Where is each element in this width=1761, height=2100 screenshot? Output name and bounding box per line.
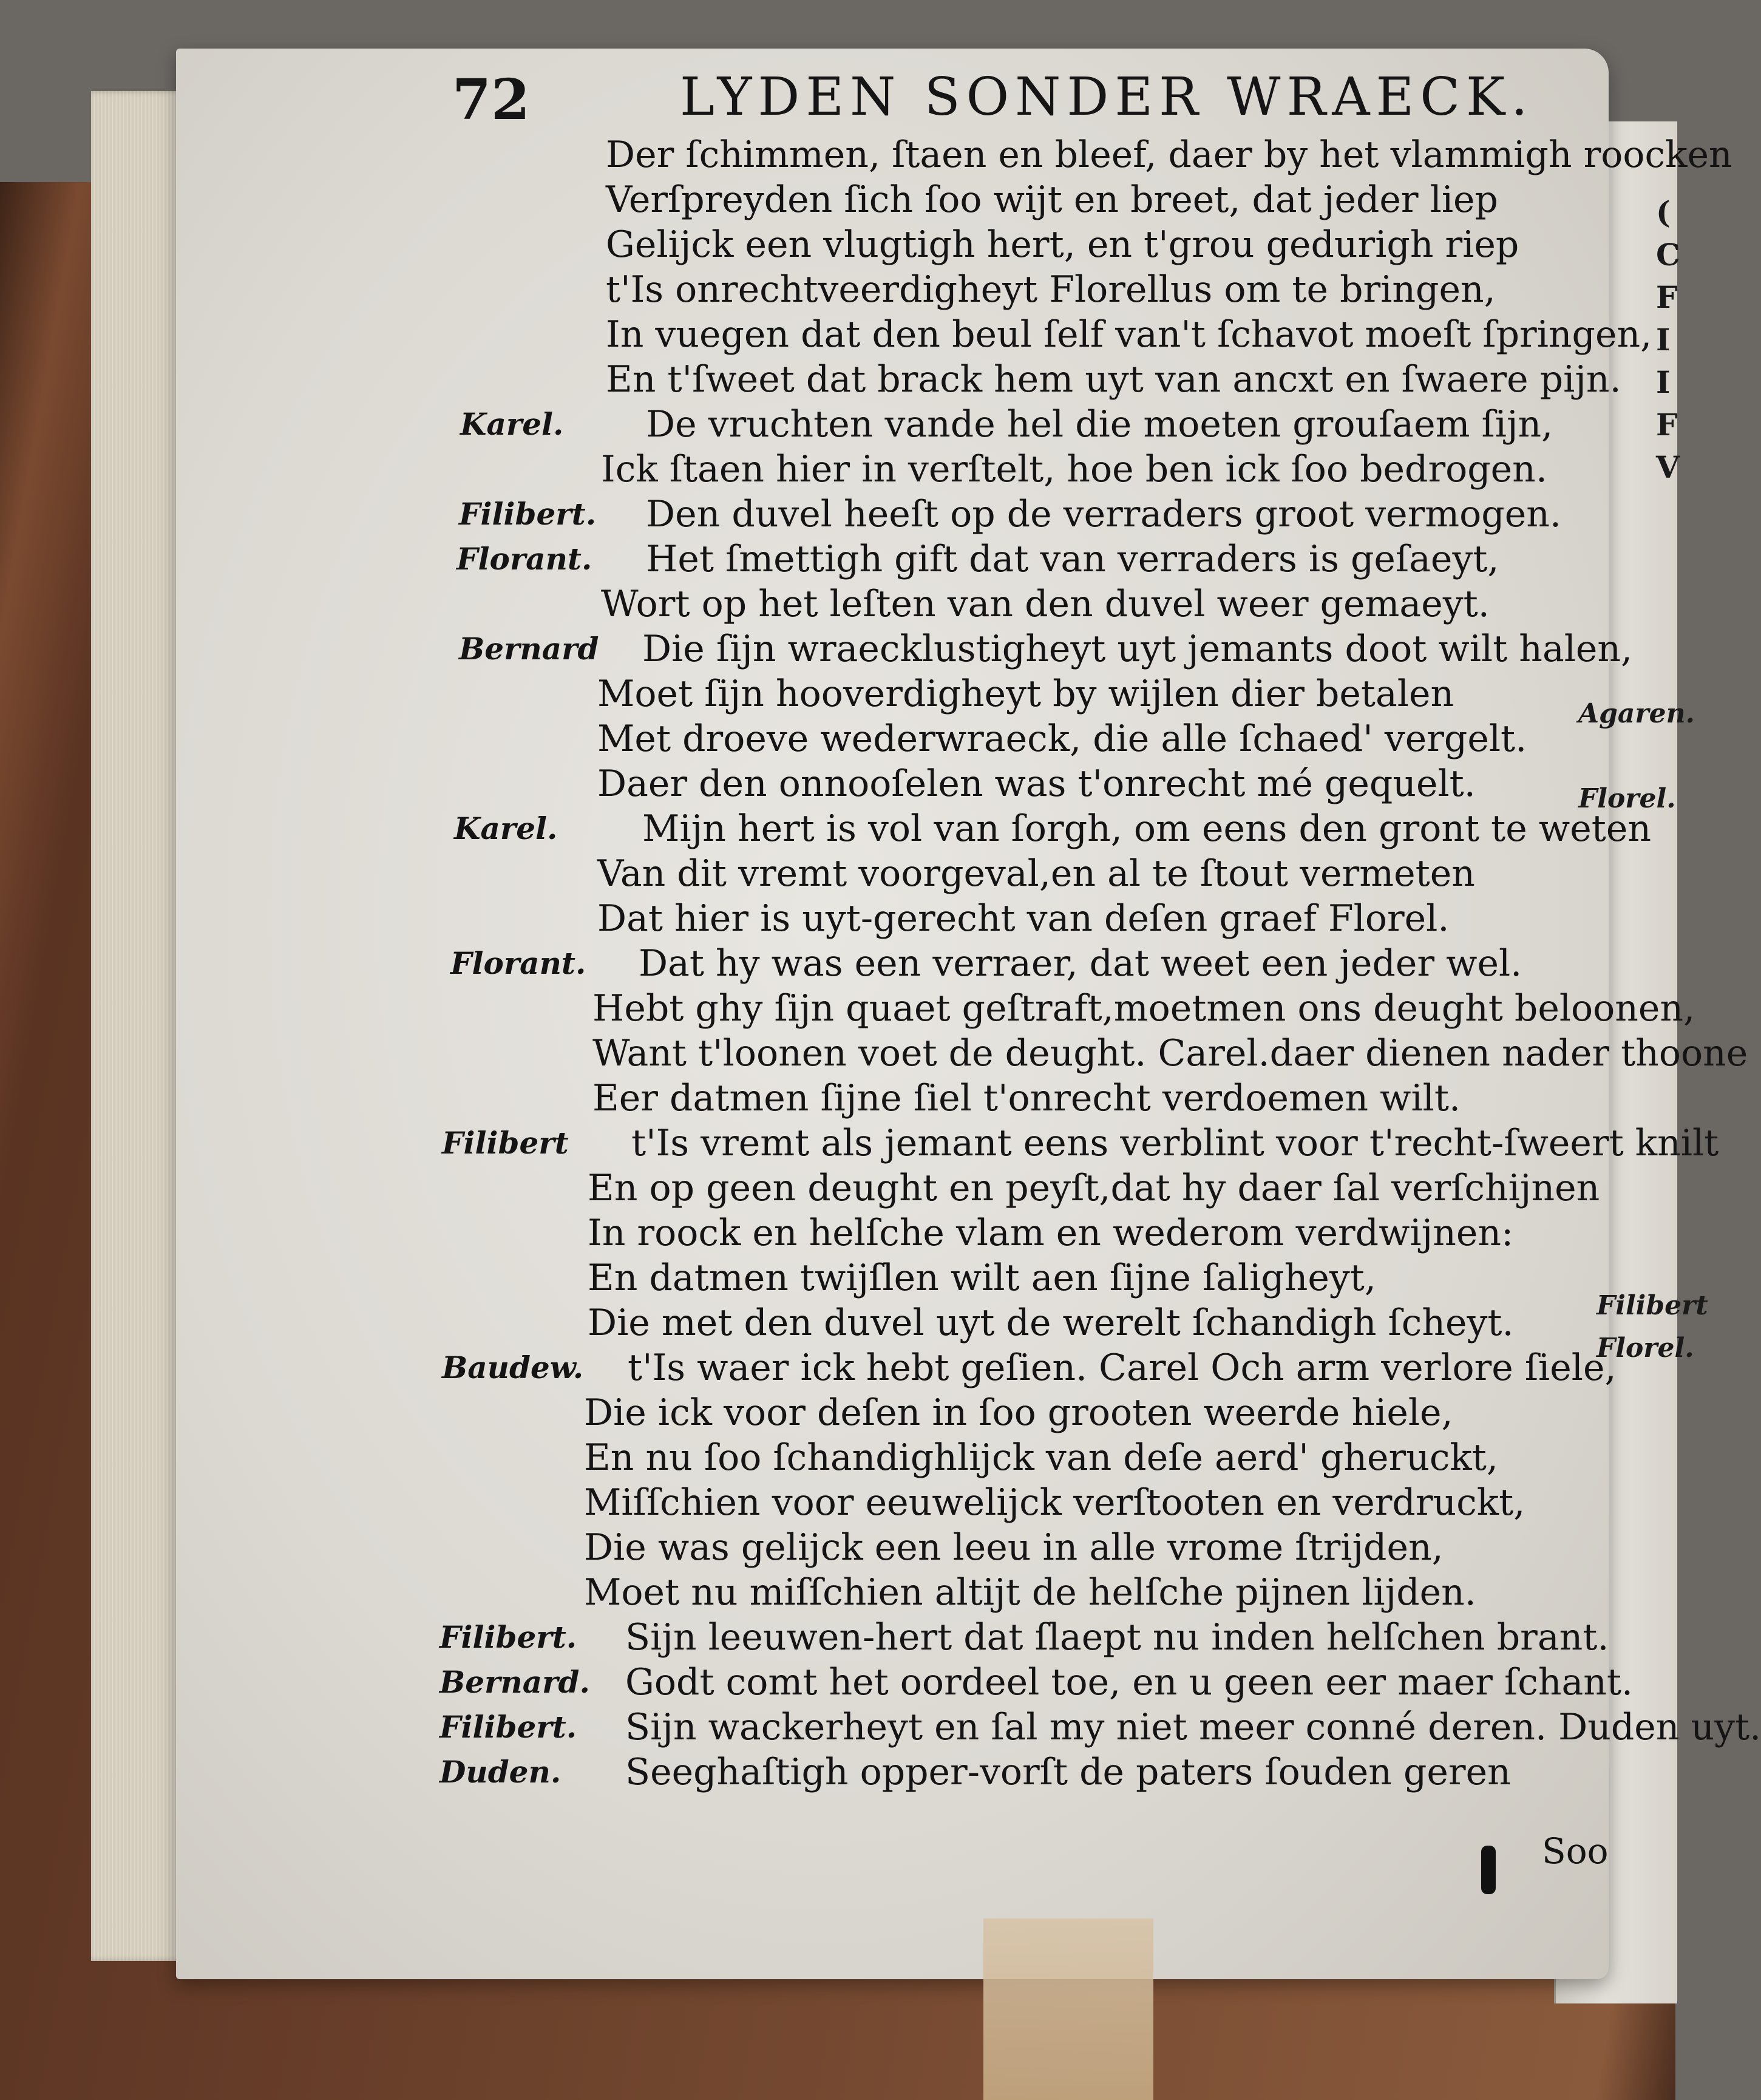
speaker-name: Filibert.: [439, 1619, 577, 1655]
text-line: En nu ſoo ſchandighlijck van deſe aerd' gheruckt,: [584, 1436, 1498, 1479]
speaker-name: Karel.: [454, 810, 558, 846]
text-line: Godt comt het oordeel toe, en u geen eer maer ſchant.: [625, 1661, 1634, 1704]
text-line: Want t'loonen voet de deught. Carel.daer dienen nader thoone: [592, 1032, 1748, 1075]
speaker-name: Baudew.: [442, 1350, 584, 1385]
text-line: Met droeve wederwraeck, die alle ſchaed' vergelt.: [597, 718, 1527, 760]
speaker-name: Filibert: [442, 1125, 569, 1161]
speaker-name: Filibert.: [459, 496, 597, 532]
margin-note: Filibert: [1596, 1290, 1708, 1321]
facing-page-letter: I: [1656, 364, 1671, 400]
text-line: Van dit vremt voorgeval,en al te ſtout vermeten: [597, 852, 1475, 895]
speaker-name: Bernard: [459, 631, 599, 667]
text-line: Daer den onnooſelen was t'onrecht mé gequelt.: [597, 763, 1476, 805]
text-line: t'Is vremt als jemant eens verblint voor t'recht-ſweert knilt: [631, 1122, 1719, 1164]
speaker-name: Karel.: [460, 406, 564, 442]
page-number: 72: [452, 67, 531, 132]
speaker-name: Florant.: [450, 945, 586, 981]
text-line: Miſſchien voor eeuwelijck verſtooten en verdruckt,: [584, 1481, 1525, 1524]
margin-note: Agaren.: [1578, 698, 1695, 729]
text-line: Mijn hert is vol van ſorgh, om eens den gront te weten: [642, 807, 1651, 850]
text-line: Die met den duvel uyt de werelt ſchandigh ſcheyt.: [588, 1302, 1514, 1344]
ink-mark: [1481, 1846, 1496, 1894]
text-line: Die ick voor deſen in ſoo grooten weerde hiele,: [584, 1392, 1453, 1434]
text-line: Sijn wackerheyt en ſal my niet meer conné deren. Duden uyt.: [625, 1706, 1761, 1748]
text-line: Dat hier is uyt-gerecht van deſen graef Florel.: [597, 897, 1450, 940]
text-line: De vruchten vande hel die moeten grouſaem ſijn,: [646, 403, 1553, 446]
facing-page-letter: C: [1656, 237, 1680, 273]
speaker-name: Florant.: [456, 541, 592, 577]
facing-page-letter: F: [1656, 279, 1678, 315]
text-line: Moet ſijn hooverdigheyt by wijlen dier betalen: [597, 673, 1454, 715]
text-line: Den duvel heeſt op de verraders groot vermogen.: [646, 493, 1561, 535]
text-line: Gelijck een vlugtigh hert, en t'grou gedurigh riep: [606, 223, 1519, 266]
speaker-name: Filibert.: [439, 1709, 577, 1745]
facing-page-letter: (: [1656, 194, 1671, 230]
text-line: Sijn leeuwen-hert dat ſlaept nu inden helſchen brant.: [625, 1616, 1609, 1659]
text-line: En datmen twijſlen wilt aen ſijne ſaligheyt,: [588, 1257, 1376, 1299]
text-line: Eer datmen ſijne ſiel t'onrecht verdoemen wilt.: [592, 1077, 1461, 1120]
text-line: Wort op het leſten van den duvel weer gemaeyt.: [601, 583, 1490, 625]
facing-page-letter: F: [1656, 407, 1678, 443]
text-line: En op geen deught en peyſt,dat hy daer ſal verſchijnen: [588, 1167, 1600, 1209]
text-line: In roock en helſche vlam en wederom verdwijnen:: [588, 1212, 1514, 1254]
catchword: Soo: [1542, 1830, 1609, 1872]
text-line: Der ſchimmen, ſtaen en bleef, daer by het vlammigh roocken: [606, 134, 1732, 176]
text-line: Ick ſtaen hier in verſtelt, hoe ben ick ſoo bedrogen.: [601, 448, 1547, 491]
text-line: Seeghaſtigh opper-vorſt de paters ſouden geren: [625, 1751, 1511, 1793]
margin-note: Florel.: [1596, 1333, 1694, 1364]
speaker-name: Duden.: [439, 1754, 562, 1790]
text-line: Moet nu miſſchien altijt de helſche pijnen lijden.: [584, 1571, 1476, 1614]
running-title: LYDEN SONDER WRAECK.: [680, 67, 1534, 127]
text-line: En t'ſweet dat brack hem uyt van ancxt en ſwaere pijn.: [606, 358, 1621, 401]
bookmark-tab: [983, 1918, 1153, 2100]
text-line: Hebt ghy ſijn quaet geſtraft,moetmen ons deught beloonen,: [592, 987, 1695, 1030]
facing-page-letter: I: [1656, 322, 1671, 358]
text-line: t'Is onrechtveerdigheyt Florellus om te bringen,: [606, 268, 1496, 311]
speaker-name: Bernard.: [439, 1664, 590, 1700]
text-line: Het ſmettigh gift dat van verraders is geſaeyt,: [646, 538, 1499, 580]
page-header: [0, 67, 1675, 134]
text-line: Verſpreyden ſich ſoo wijt en breet, dat jeder liep: [606, 178, 1498, 221]
text-line: Die ſijn wraecklustigheyt uyt jemants doot wilt halen,: [642, 628, 1633, 670]
text-line: Die was gelijck een leeu in alle vrome ſtrijden,: [584, 1526, 1444, 1569]
text-line: t'Is waer ick hebt geſien. Carel Och arm verlore ſiele,: [628, 1347, 1617, 1389]
facing-page-letter: V: [1656, 449, 1680, 485]
margin-note: Florel.: [1578, 783, 1676, 814]
text-line: Dat hy was een verraer, dat weet een jeder wel.: [639, 942, 1522, 985]
text-line: In vuegen dat den beul ſelf van't ſchavot moeſt ſpringen,: [606, 313, 1652, 356]
